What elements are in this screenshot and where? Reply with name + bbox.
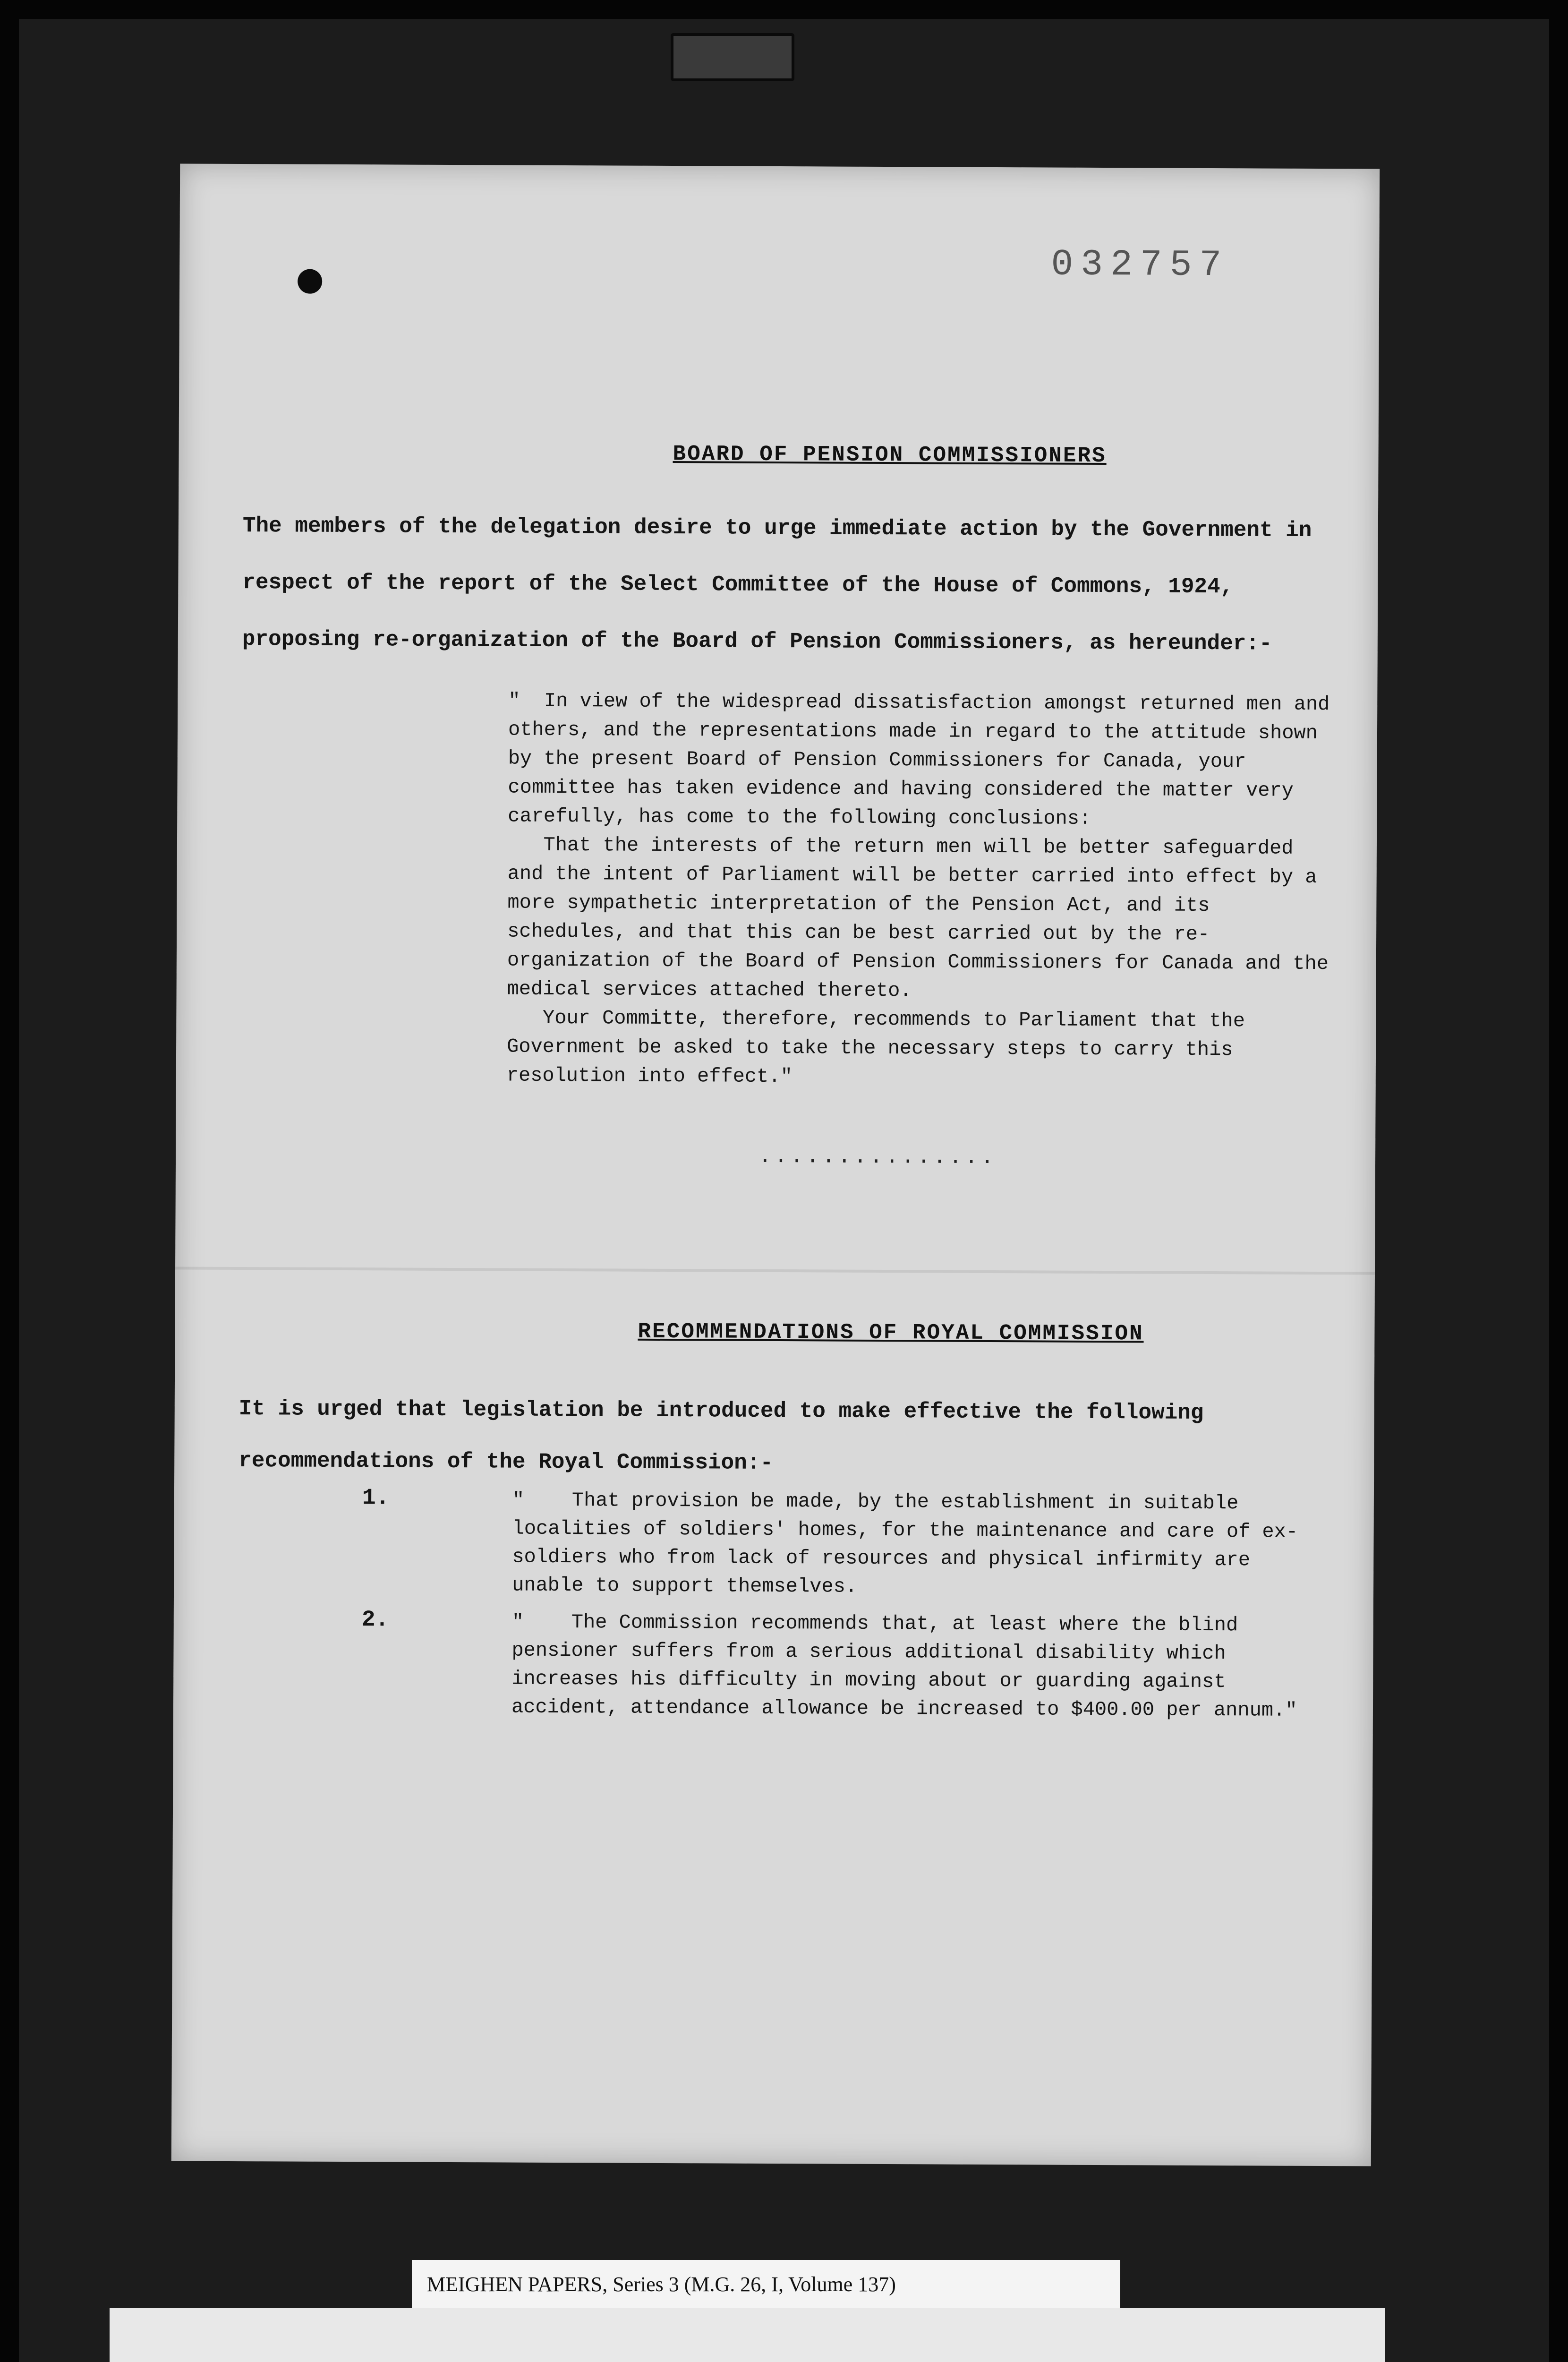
recommendation-number: 1. (362, 1485, 390, 1511)
section-heading-pension-board: BOARD OF PENSION COMMISSIONERS (673, 442, 1107, 469)
separator-dots: ............... (758, 1144, 997, 1170)
collection-reference-label: MEIGHEN PAPERS, Series 3 (M.G. 26, I, Volume 137) (412, 2260, 1120, 2309)
section-intro-paragraph: It is urged that legislation be introduced to make effective the following recommendations of the Royal Commission:- (239, 1396, 1217, 1475)
recommendation-number: 2. (361, 1607, 389, 1633)
archive-card (110, 2308, 1385, 2362)
page-fold (175, 1267, 1375, 1275)
recommendation-text: " The Commission recommends that, at least where the blind pensioner suffers from a serious additional disability which increases his difficulty in moving about or guarding against accident, attendance allowance be increased to $400.00 per annum." (511, 1610, 1297, 1722)
document-number: 032757 (1051, 244, 1229, 287)
section-heading-royal-commission: RECOMMENDATIONS OF ROYAL COMMISSION (638, 1319, 1144, 1346)
punch-hole (298, 269, 322, 294)
section-intro-paragraph: The members of the delegation desire to urge immediate action by the Government in respect of the report of the Select Committee of the House of Commons, 1924, proposing re-organization of the Board of Pension Commissioners, as hereunder:- (242, 513, 1325, 656)
recommendation-text: " That provision be made, by the establishment in suitable localities of soldiers' homes, for the maintenance and care of ex-soldiers who from lack of resources and physical infirmity are unable to support themselves. (512, 1489, 1298, 1598)
committee-quote: " In view of the widespread dissatisfaction amongst returned men and others, and the representations made in regard to the attitude shown by the present Board of Pension Commissioners for Canada, your committee has taken evidence and having considered the matter very carefully, has come to the following conclusions: That the interests of the return men will be better safeguarded and the intent of Parliament will be better carried into effect by a more sympathetic interpretation of the Pension Act, and its schedules, and that this can be best carried out by the re-organization of the Board of Pension Commissioners for Canada and the medical services attached thereto. Your Committe, therefore, recommends to Parliament that the Government be asked to take the necessary steps to carry this resolution into effect." (506, 689, 1342, 1088)
film-clip (671, 33, 794, 81)
document-page (171, 163, 1380, 2166)
